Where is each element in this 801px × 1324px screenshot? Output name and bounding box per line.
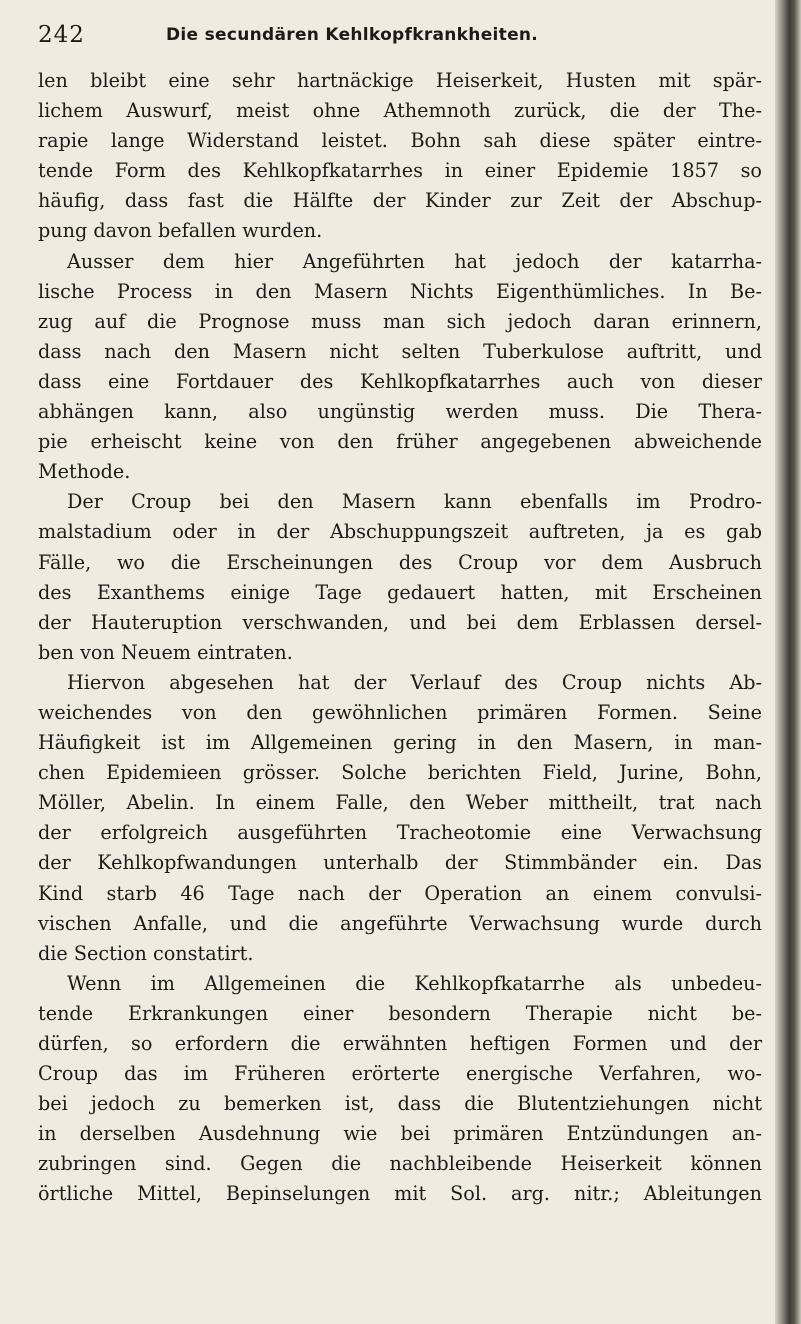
- text-line: Fälle, wo die Erscheinungen des Croup vor dem Ausbruch: [38, 550, 762, 574]
- text-line: örtliche Mittel, Bepinselungen mit Sol. arg. nitr.; Ableitungen: [38, 1182, 762, 1206]
- text-line: der Kehlkopfwandungen unterhalb der Stimmbänder ein. Das: [38, 851, 762, 875]
- text-line: Der Croup bei den Masern kann ebenfalls im Prodro-: [67, 490, 762, 514]
- text-line: zug auf die Prognose muss man sich jedoch daran erinnern,: [38, 309, 762, 333]
- text-line: abhängen kann, also ungünstig werden muss. Die Thera-: [38, 400, 762, 424]
- text-line: chen Epidemieen grösser. Solche berichten Field, Jurine, Bohn,: [38, 761, 762, 785]
- text-line: tende Form des Kehlkopfkatarrhes in einer Epidemie 1857 so: [38, 159, 762, 183]
- text-line: weichendes von den gewöhnlichen primären Formen. Seine: [38, 700, 762, 724]
- text-line: lische Process in den Masern Nichts Eigenthümliches. In Be-: [38, 279, 762, 303]
- text-line: tende Erkrankungen einer besondern Therapie nicht be-: [38, 1001, 762, 1025]
- text-line: len bleibt eine sehr hartnäckige Heiserkeit, Husten mit spär-: [38, 69, 762, 92]
- text-line: vischen Anfalle, und die angeführte Verwachsung wurde durch: [38, 911, 762, 935]
- text-line: dürfen, so erfordern die erwähnten heftigen Formen und der: [38, 1032, 762, 1055]
- text-line: Kind starb 46 Tage nach der Operation an einem convulsi-: [38, 881, 762, 905]
- text-line: zubringen sind. Gegen die nachbleibende Heiserkeit können: [38, 1152, 762, 1176]
- text-line: ben von Neuem eintraten.: [38, 640, 293, 664]
- text-line: der Hauteruption verschwanden, und bei dem Erblassen dersel-: [38, 610, 762, 634]
- text-line: dass eine Fortdauer des Kehlkopfkatarrhes auch von dieser: [38, 369, 762, 393]
- text-line: lichem Auswurf, meist ohne Athemnoth zurück, die der The-: [38, 99, 762, 123]
- text-line: Methode.: [38, 460, 131, 484]
- text-line: bei jedoch zu bemerken ist, dass die Blutentziehungen nicht: [38, 1092, 762, 1116]
- page-binding-edge: [775, 0, 801, 1324]
- text-line: rapie lange Widerstand leistet. Bohn sah diese später eintre-: [38, 129, 762, 153]
- page-number: 242: [38, 22, 85, 48]
- text-line: Croup das im Früheren erörterte energische Verfahren, wo-: [38, 1062, 762, 1086]
- text-line: Hiervon abgesehen hat der Verlauf des Croup nichts Ab-: [67, 670, 762, 694]
- text-line: häufig, dass fast die Hälfte der Kinder zur Zeit der Abschup-: [38, 189, 762, 213]
- text-line: der erfolgreich ausgeführten Tracheotomie eine Verwachsung: [38, 821, 762, 845]
- text-line: Wenn im Allgemeinen die Kehlkopfkatarrhe als unbedeu-: [67, 971, 762, 995]
- page-header: [38, 22, 768, 56]
- text-line: Ausser dem hier Angeführten hat jedoch der katarrha-: [67, 249, 762, 273]
- running-title: Die secundären Kehlkopfkrankheiten.: [166, 25, 539, 45]
- body-text: [38, 66, 762, 1210]
- text-line: pie erheischt keine von den früher angegebenen abweichende: [38, 430, 762, 454]
- text-line: die Section constatirt.: [38, 941, 254, 965]
- text-line: Häufigkeit ist im Allgemeinen gering in den Masern, in man-: [38, 731, 762, 755]
- text-line: pung davon befallen wurden.: [38, 219, 323, 243]
- text-line: malstadium oder in der Abschuppungszeit auftreten, ja es gab: [38, 520, 762, 544]
- text-line: des Exanthems einige Tage gedauert hatten, mit Erscheinen: [38, 580, 762, 604]
- text-line: Möller, Abelin. In einem Falle, den Weber mittheilt, trat nach: [38, 791, 762, 815]
- text-line: dass nach den Masern nicht selten Tuberkulose auftritt, und: [38, 339, 762, 363]
- text-line: in derselben Ausdehnung wie bei primären Entzündungen an-: [38, 1122, 762, 1146]
